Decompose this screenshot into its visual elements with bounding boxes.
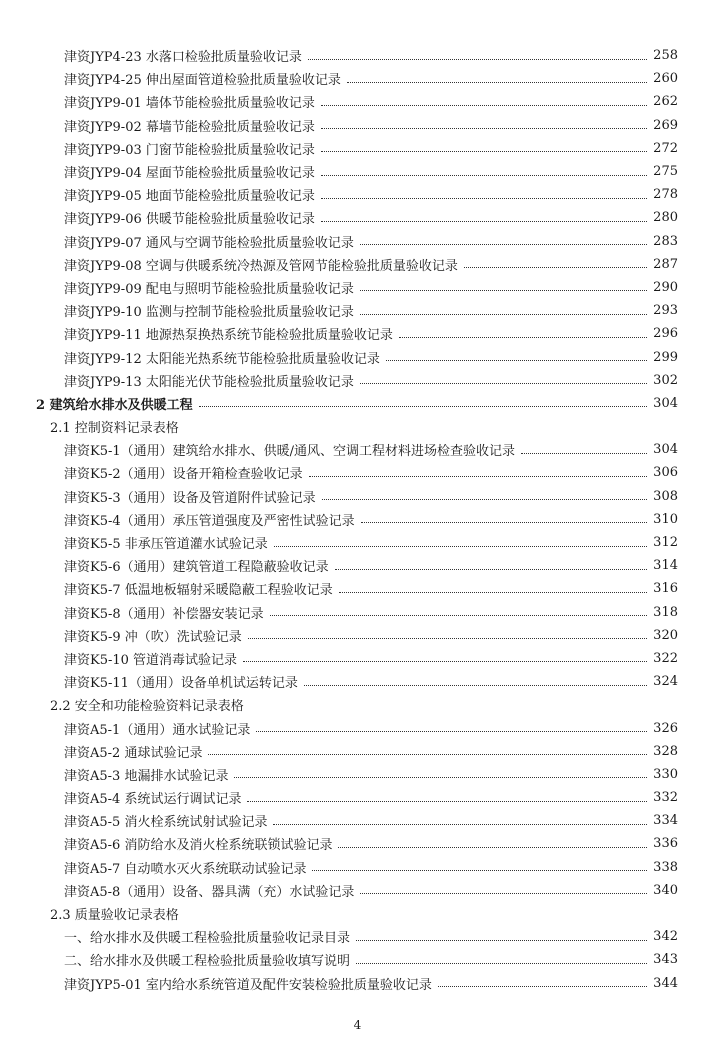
toc-entry-title: 津资JYP9-09 配电与照明节能检验批质量验收记录 bbox=[64, 281, 354, 297]
toc-entry-page: 293 bbox=[653, 303, 678, 319]
toc-entry-title: 津资A5-8（通用）设备、器具满（充）水试验记录 bbox=[64, 884, 355, 900]
toc-entry[interactable] bbox=[0, 786, 715, 809]
dot-leader bbox=[273, 823, 647, 825]
toc-entry-title: 津资A5-6 消防给水及消火栓系统联锁试验记录 bbox=[64, 838, 333, 854]
toc-entry-title: 津资A5-5 消火栓系统试射试验记录 bbox=[64, 815, 268, 831]
toc-entry[interactable] bbox=[0, 114, 715, 137]
toc-entry-title: 津资K5-7 低温地板辐射采暖隐蔽工程验收记录 bbox=[64, 583, 333, 599]
toc-entry-page: 330 bbox=[653, 766, 678, 782]
toc-entry-page: 314 bbox=[653, 558, 678, 574]
dot-leader bbox=[312, 869, 647, 871]
toc-entry[interactable] bbox=[0, 183, 715, 206]
toc-entry-title: 津资A5-1（通用）通水试验记录 bbox=[64, 722, 251, 738]
toc-entry-page: 275 bbox=[653, 164, 678, 180]
toc-entry-title: 津资JYP4-23 水落口检验批质量验收记录 bbox=[64, 50, 302, 66]
toc-entry-page: 278 bbox=[653, 187, 678, 203]
dot-leader bbox=[199, 405, 648, 407]
toc-entry[interactable] bbox=[0, 763, 715, 786]
toc-entry[interactable] bbox=[0, 508, 715, 531]
toc-entry[interactable] bbox=[0, 740, 715, 763]
toc-entry-page: 332 bbox=[653, 790, 678, 806]
toc-entry[interactable] bbox=[0, 253, 715, 276]
toc-entry-title: 津资A5-4 系统试运行调试记录 bbox=[64, 792, 242, 808]
toc-entry[interactable] bbox=[0, 809, 715, 832]
toc-entry-page: 326 bbox=[653, 720, 678, 736]
toc-entry[interactable] bbox=[0, 90, 715, 113]
toc-entry-title: 津资A5-2 通球试验记录 bbox=[64, 745, 203, 761]
dot-leader bbox=[347, 81, 647, 83]
toc-entry-page: 340 bbox=[653, 882, 678, 898]
toc-entry[interactable] bbox=[0, 230, 715, 253]
toc-entry-title: 津资K5-3（通用）设备及管道附件试验记录 bbox=[64, 490, 316, 506]
toc-entry[interactable] bbox=[0, 438, 715, 461]
toc-entry[interactable] bbox=[0, 531, 715, 554]
toc-entry-title: 津资JYP9-05 地面节能检验批质量验收记录 bbox=[64, 189, 315, 205]
dot-leader bbox=[399, 336, 647, 338]
toc-entry-title: 津资JYP9-08 空调与供暖系统冷热源及管网节能检验批质量验收记录 bbox=[64, 258, 458, 274]
dot-leader bbox=[321, 104, 647, 106]
toc-entry[interactable] bbox=[0, 856, 715, 879]
toc-entry[interactable] bbox=[0, 299, 715, 322]
toc-entry-title: 津资JYP9-12 太阳能光热系统节能检验批质量验收记录 bbox=[64, 351, 380, 367]
toc-entry-title: 津资K5-4（通用）承压管道强度及严密性试验记录 bbox=[64, 513, 355, 529]
toc-entry-page: 343 bbox=[653, 952, 678, 968]
toc-entry[interactable] bbox=[0, 972, 715, 995]
toc-entry-title: 津资K5-2（通用）设备开箱检查验收记录 bbox=[64, 467, 303, 483]
toc-entry[interactable] bbox=[0, 461, 715, 484]
toc-entry-page: 283 bbox=[653, 233, 678, 249]
toc-entry-title: 津资JYP9-10 监测与控制节能检验批质量验收记录 bbox=[64, 305, 354, 321]
dot-leader bbox=[386, 359, 647, 361]
toc-entry-page: 280 bbox=[653, 210, 678, 226]
toc-entry-title: 津资JYP9-07 通风与空调节能检验批质量验收记录 bbox=[64, 235, 354, 251]
dot-leader bbox=[243, 660, 647, 662]
toc-section[interactable] bbox=[0, 693, 715, 716]
toc-entry[interactable] bbox=[0, 276, 715, 299]
toc-entry-page: 324 bbox=[653, 674, 678, 690]
toc-section[interactable] bbox=[0, 415, 715, 438]
toc-entry-title: 2.2 安全和功能检验资料记录表格 bbox=[50, 699, 244, 715]
toc-entry-page: 306 bbox=[653, 465, 678, 481]
dot-leader bbox=[339, 591, 647, 593]
toc-entry-page: 322 bbox=[653, 650, 678, 666]
toc-entry-page: 260 bbox=[653, 71, 678, 87]
toc-entry-title: 津资JYP9-06 供暖节能检验批质量验收记录 bbox=[64, 212, 315, 228]
toc-entry-page: 334 bbox=[653, 813, 678, 829]
toc-entry-page: 269 bbox=[653, 117, 678, 133]
dot-leader bbox=[356, 962, 647, 964]
toc-entry-page: 290 bbox=[653, 279, 678, 295]
toc-entry[interactable] bbox=[0, 137, 715, 160]
toc-section[interactable] bbox=[0, 902, 715, 925]
toc-entry[interactable] bbox=[0, 716, 715, 739]
toc-entry-title: 津资A5-7 自动喷水灭火系统联动试验记录 bbox=[64, 861, 307, 877]
dot-leader bbox=[321, 220, 647, 222]
toc-entry-title: 津资K5-1（通用）建筑给水排水、供暖/通风、空调工程材料进场检查验收记录 bbox=[64, 444, 516, 460]
toc-entry-title: 津资JYP4-25 伸出屋面管道检验批质量验收记录 bbox=[64, 73, 341, 89]
toc-entry[interactable] bbox=[0, 879, 715, 902]
toc-entry[interactable] bbox=[0, 345, 715, 368]
dot-leader bbox=[438, 985, 647, 987]
toc-entry[interactable] bbox=[0, 948, 715, 971]
toc-entry-page: 258 bbox=[653, 48, 678, 64]
toc-entry-title: 一、给水排水及供暖工程检验批质量验收记录目录 bbox=[64, 931, 351, 947]
toc-entry-page: 328 bbox=[653, 743, 678, 759]
toc-entry[interactable] bbox=[0, 160, 715, 183]
dot-leader bbox=[335, 568, 648, 570]
toc-entry[interactable] bbox=[0, 206, 715, 229]
toc-entry-page: 272 bbox=[653, 140, 678, 156]
toc-entry-page: 304 bbox=[653, 395, 678, 411]
toc-entry-title: 2 建筑给水排水及供暖工程 bbox=[36, 397, 193, 413]
table-of-contents bbox=[0, 44, 715, 995]
toc-entry-title: 津资K5-10 管道消毒试验记录 bbox=[64, 652, 238, 668]
toc-entry-title: 2.1 控制资料记录表格 bbox=[50, 421, 179, 437]
toc-entry[interactable] bbox=[0, 485, 715, 508]
dot-leader bbox=[270, 614, 648, 616]
dot-leader bbox=[360, 382, 647, 384]
toc-entry-title: 津资K5-5 非承压管道灌水试验记录 bbox=[64, 537, 268, 553]
dot-leader bbox=[360, 289, 647, 291]
toc-entry[interactable] bbox=[0, 67, 715, 90]
toc-entry-page: 310 bbox=[653, 511, 678, 527]
toc-entry-title: 津资JYP5-01 室内给水系统管道及配件安装检验批质量验收记录 bbox=[64, 977, 432, 993]
toc-entry[interactable] bbox=[0, 554, 715, 577]
toc-entry-page: 287 bbox=[653, 256, 678, 272]
toc-entry-page: 336 bbox=[653, 836, 678, 852]
toc-entry-page: 296 bbox=[653, 326, 678, 342]
toc-entry[interactable] bbox=[0, 577, 715, 600]
toc-entry-title: 津资JYP9-02 幕墙节能检验批质量验收记录 bbox=[64, 119, 315, 135]
toc-entry-page: 344 bbox=[653, 975, 678, 991]
toc-entry[interactable] bbox=[0, 647, 715, 670]
toc-entry[interactable] bbox=[0, 624, 715, 647]
toc-entry-page: 318 bbox=[653, 604, 678, 620]
toc-entry-page: 342 bbox=[653, 929, 678, 945]
toc-entry-title: 津资JYP9-01 墙体节能检验批质量验收记录 bbox=[64, 96, 315, 112]
toc-entry-page: 320 bbox=[653, 627, 678, 643]
dot-leader bbox=[361, 521, 648, 523]
toc-entry-page: 338 bbox=[653, 859, 678, 875]
dot-leader bbox=[322, 498, 648, 500]
dot-leader bbox=[356, 939, 647, 941]
toc-entry-title: 津资K5-11（通用）设备单机试运转记录 bbox=[64, 676, 298, 692]
dot-leader bbox=[308, 58, 647, 60]
toc-entry[interactable] bbox=[0, 670, 715, 693]
dot-leader bbox=[274, 545, 647, 547]
dot-leader bbox=[321, 174, 647, 176]
dot-leader bbox=[234, 776, 647, 778]
toc-entry-title: 津资JYP9-11 地源热泵换热系统节能检验批质量验收记录 bbox=[64, 328, 393, 344]
toc-entry-title: 津资K5-9 冲（吹）洗试验记录 bbox=[64, 629, 242, 645]
dot-leader bbox=[360, 892, 647, 894]
dot-leader bbox=[256, 730, 647, 732]
toc-entry[interactable] bbox=[0, 369, 715, 392]
toc-entry-title: 津资JYP9-13 太阳能光伏节能检验批质量验收记录 bbox=[64, 374, 354, 390]
toc-entry[interactable] bbox=[0, 44, 715, 67]
dot-leader bbox=[247, 800, 647, 802]
toc-entry-page: 312 bbox=[653, 535, 678, 551]
toc-chapter[interactable] bbox=[0, 392, 715, 415]
dot-leader bbox=[360, 313, 647, 315]
toc-entry-title: 津资A5-3 地漏排水试验记录 bbox=[64, 768, 229, 784]
dot-leader bbox=[304, 684, 647, 686]
toc-entry[interactable] bbox=[0, 832, 715, 855]
toc-entry-page: 262 bbox=[653, 94, 678, 110]
toc-entry-title: 津资K5-6（通用）建筑管道工程隐蔽验收记录 bbox=[64, 560, 329, 576]
toc-entry-title: 津资JYP9-03 门窗节能检验批质量验收记录 bbox=[64, 142, 315, 158]
dot-leader bbox=[309, 475, 648, 477]
dot-leader bbox=[360, 243, 647, 245]
dot-leader bbox=[338, 846, 647, 848]
toc-entry[interactable] bbox=[0, 601, 715, 624]
toc-entry-page: 316 bbox=[653, 581, 678, 597]
page-number: 4 bbox=[353, 1018, 362, 1032]
toc-entry-page: 302 bbox=[653, 372, 678, 388]
dot-leader bbox=[208, 753, 647, 755]
toc-entry-page: 299 bbox=[653, 349, 678, 365]
dot-leader bbox=[521, 452, 647, 454]
toc-entry-page: 304 bbox=[653, 442, 678, 458]
toc-entry-title: 津资K5-8（通用）补偿器安装记录 bbox=[64, 606, 264, 622]
dot-leader bbox=[321, 150, 647, 152]
toc-entry[interactable] bbox=[0, 322, 715, 345]
dot-leader bbox=[464, 266, 647, 268]
toc-entry-title: 二、给水排水及供暖工程检验批质量验收填写说明 bbox=[64, 954, 351, 970]
toc-entry-title: 2.3 质量验收记录表格 bbox=[50, 908, 179, 924]
toc-entry-title: 津资JYP9-04 屋面节能检验批质量验收记录 bbox=[64, 166, 315, 182]
toc-entry-page: 308 bbox=[653, 488, 678, 504]
dot-leader bbox=[248, 637, 647, 639]
dot-leader bbox=[321, 197, 647, 199]
toc-entry[interactable] bbox=[0, 925, 715, 948]
dot-leader bbox=[321, 127, 647, 129]
